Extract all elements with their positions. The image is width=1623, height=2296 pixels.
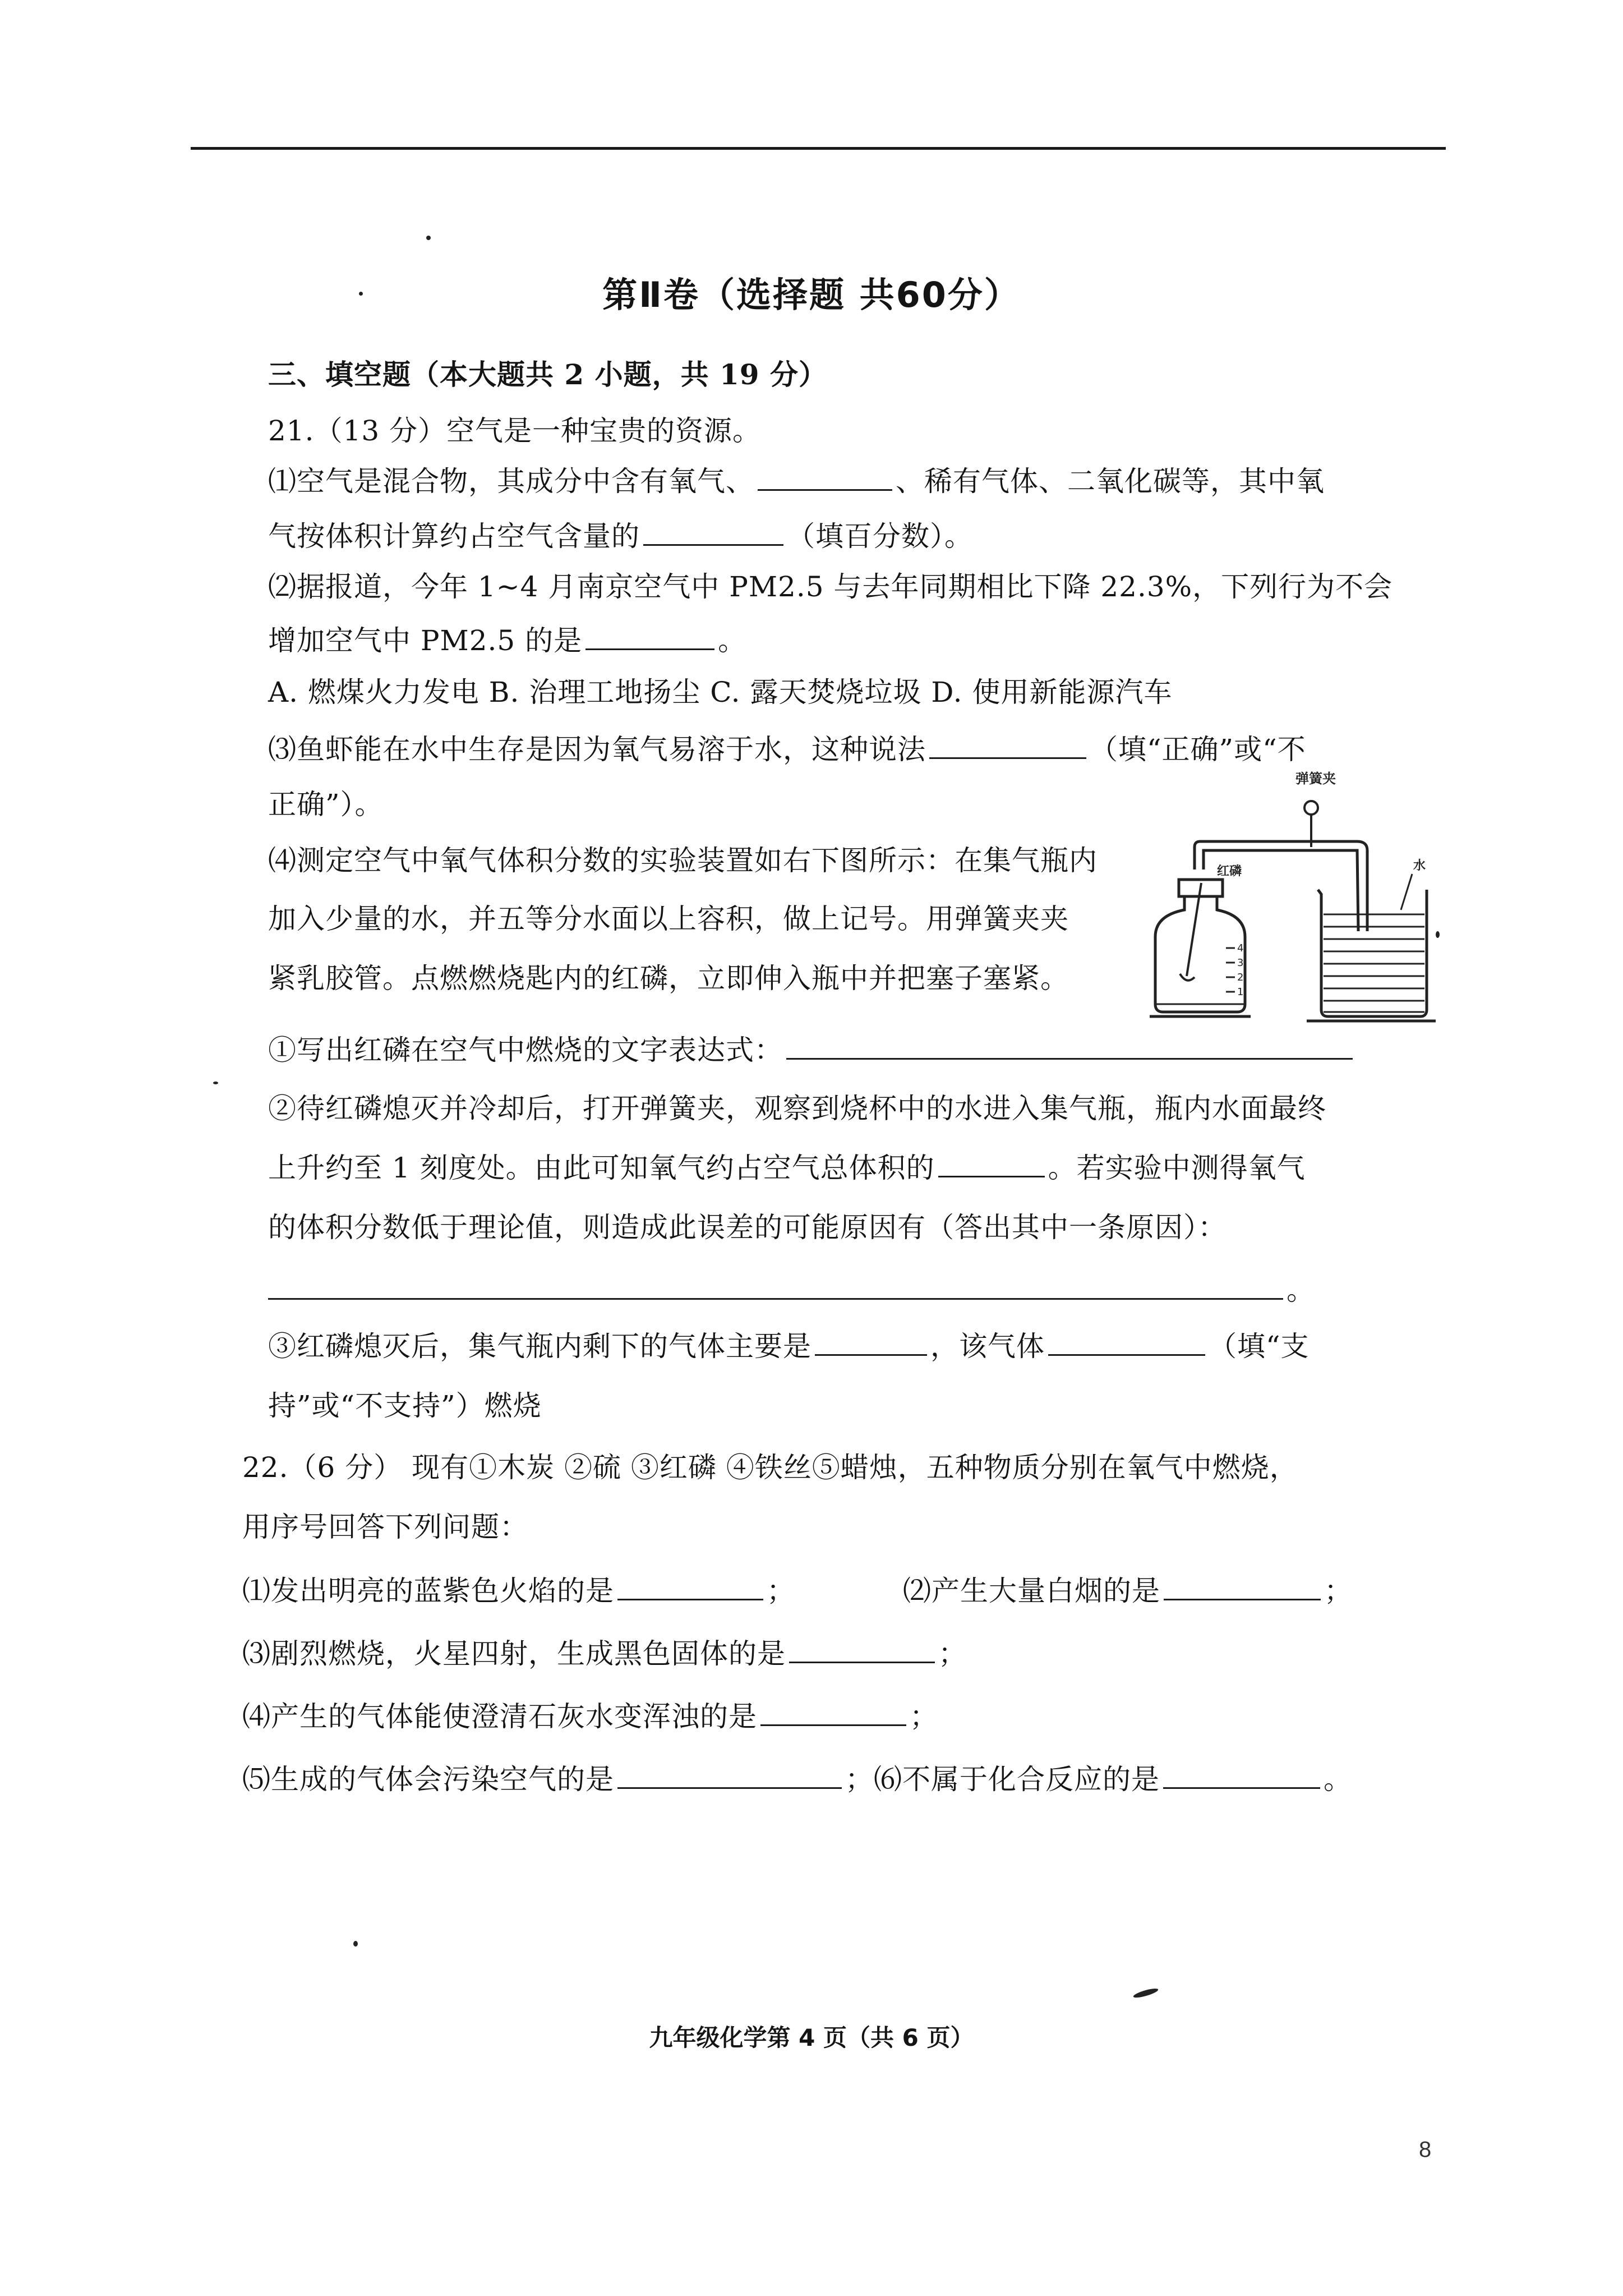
- q21-sub2-line2: [268, 1148, 1306, 1188]
- q21-part1-line1: [268, 461, 1325, 501]
- q21-part1-text-c: 气按体积计算约占空气含量的: [268, 520, 640, 553]
- section-heading: 三、填空题（本大题共 2 小题，共 19 分）: [268, 358, 827, 391]
- scan-speck: [1133, 1987, 1159, 1999]
- q21-part1-blank-2[interactable]: [643, 517, 783, 546]
- scan-speck: [353, 1941, 358, 1947]
- q21-sub1-text: ①写出红磷在空气中燃烧的文字表达式：: [268, 1034, 783, 1066]
- q21-part2-blank[interactable]: [585, 622, 714, 650]
- q21-part4-line3: 紧乳胶管。点燃燃烧匙内的红磷，立即伸入瓶中并把塞子塞紧。: [268, 962, 1069, 995]
- q21-sub2-blank-1[interactable]: [938, 1149, 1045, 1177]
- gas-collecting-bottle: [1150, 880, 1251, 1016]
- q22-intro-line1: 22.（6 分） 现有①木炭 ②硫 ③红磷 ④铁丝⑤蜡烛，五种物质分别在氧气中燃烧，: [242, 1451, 1298, 1484]
- q21-part4-line1: ⑷测定空气中氧气体积分数的实验装置如右下图所示：在集气瓶内: [268, 844, 1098, 877]
- q21-part1-text-d: （填百分数）。: [787, 520, 973, 553]
- beaker-water: [1324, 914, 1424, 1012]
- top-rule: [191, 147, 1446, 150]
- q22-item6-text: ⑹不属于化合反应的是: [874, 1763, 1160, 1796]
- q21-part2-options: A. 燃煤火力发电 B. 治理工地扬尘 C. 露天焚烧垃圾 D. 使用新能源汽车: [268, 676, 1173, 708]
- q22-item2-text: ⑵产生大量白烟的是: [903, 1575, 1160, 1607]
- scan-speck: [426, 236, 431, 240]
- q21-part3-text-a: ⑶鱼虾能在水中生存是因为氧气易溶于水，这种说法: [268, 733, 926, 766]
- q22-item2-blank[interactable]: [1164, 1572, 1321, 1600]
- scan-speck: [213, 1082, 218, 1084]
- q21-part1-line2: [268, 516, 973, 556]
- q21-sub2-line1: ②待红磷熄灭并冷却后，打开弹簧夹，观察到烧杯中的水进入集气瓶，瓶内水面最终: [268, 1092, 1326, 1125]
- q21-sub1-line: [268, 1030, 1356, 1070]
- q22-item6-end: 。: [1324, 1763, 1352, 1796]
- q22-item1-blank[interactable]: [617, 1572, 763, 1600]
- svg-text:2: 2: [1237, 972, 1244, 983]
- q22-item1: [242, 1571, 795, 1611]
- q22-item3-text: ⑶剧烈燃烧，火星四射，生成黑色固体的是: [242, 1637, 786, 1670]
- q21-part1-blank-1[interactable]: [758, 462, 892, 491]
- q22-item5-text: ⑸生成的气体会污染空气的是: [242, 1763, 614, 1796]
- page-footer: 九年级化学第 4 页（共 6 页）: [649, 2024, 974, 2051]
- q21-sub3-line2: 持”或“不支持”）燃烧: [268, 1389, 542, 1422]
- q21-sub2-text-b: 上升约至 1 刻度处。由此可知氧气约占空气总体积的: [268, 1152, 935, 1184]
- q21-sub3-text-a: ③红磷熄灭后，集气瓶内剩下的气体主要是: [268, 1330, 811, 1363]
- q21-part3-text-b: （填“正确”或“不: [1090, 733, 1306, 766]
- scan-speck: [1436, 931, 1440, 938]
- bottle-scale-marks: [1226, 942, 1243, 998]
- figure-label-phosphorus: 红磷: [1217, 864, 1242, 878]
- q22-item1-text: ⑴发出明亮的蓝紫色火焰的是: [242, 1575, 614, 1607]
- q21-part2-line1: ⑵据报道，今年 1~4 月南京空气中 PM2.5 与去年同期相比下降 22.3%，下列行为不会: [268, 570, 1393, 603]
- q21-intro: 21.（13 分）空气是一种宝贵的资源。: [268, 415, 762, 447]
- q21-part1-text-b: 、稀有气体、二氧化碳等，其中氧: [896, 465, 1325, 498]
- q21-sub2-blank-2[interactable]: [268, 1271, 1283, 1300]
- q22-item4: [242, 1696, 938, 1737]
- q21-part3-blank[interactable]: [929, 730, 1086, 759]
- q22-item6-blank[interactable]: [1163, 1760, 1320, 1789]
- svg-text:4: 4: [1237, 942, 1244, 954]
- q22-item3-blank[interactable]: [789, 1635, 935, 1663]
- q21-sub3-line1: [268, 1326, 1310, 1366]
- q22-item4-end: ；: [910, 1700, 938, 1733]
- q21-sub2-end: 。: [1287, 1274, 1315, 1306]
- q22-item3-end: ；: [938, 1637, 967, 1670]
- q22-item5-6: [242, 1759, 1352, 1800]
- q21-sub2-text-c: 。若实验中测得氧气: [1048, 1152, 1306, 1184]
- scan-speck: [359, 292, 363, 296]
- q21-part2-end: 。: [718, 624, 747, 657]
- q22-item2: [903, 1571, 1353, 1611]
- q22-item5-blank[interactable]: [617, 1760, 842, 1789]
- q22-item5-end: ；: [845, 1763, 874, 1796]
- q22-item1-end: ；: [767, 1575, 795, 1607]
- q22-intro-line2: 用序号回答下列问题：: [242, 1511, 528, 1543]
- oxygen-measurement-apparatus-figure: [1133, 763, 1447, 1027]
- q21-sub2-line3: 的体积分数低于理论值，则造成此误差的可能原因有（答出其中一条原因）：: [268, 1211, 1227, 1244]
- q22-item2-end: ；: [1324, 1575, 1353, 1607]
- figure-label-water: 水: [1413, 859, 1426, 873]
- q22-item4-blank[interactable]: [760, 1697, 906, 1726]
- q21-sub3-blank-2[interactable]: [1048, 1327, 1205, 1356]
- q21-part4-line2: 加入少量的水，并五等分水面以上容积，做上记号。用弹簧夹夹: [268, 903, 1069, 935]
- figure-label-clamp: 弹簧夹: [1295, 771, 1336, 786]
- q21-sub3-text-b: ，该气体: [930, 1330, 1045, 1363]
- svg-text:3: 3: [1237, 957, 1244, 969]
- q22-item4-text: ⑷产生的气体能使澄清石灰水变浑浊的是: [242, 1700, 757, 1733]
- svg-text:1: 1: [1237, 986, 1244, 998]
- q21-part1-text-a: ⑴空气是混合物，其成分中含有氧气、: [268, 465, 754, 498]
- q21-sub3-blank-1[interactable]: [815, 1327, 927, 1356]
- page-title: 第Ⅱ卷（选择题 共60分）: [602, 274, 1021, 315]
- q22-item3: [242, 1634, 967, 1674]
- page-number: 8: [1419, 2137, 1432, 2162]
- q21-sub2-line4: [268, 1270, 1315, 1310]
- q21-part2-line2: [268, 620, 746, 661]
- q21-sub3-text-c: （填“支: [1209, 1330, 1310, 1363]
- q21-part3-line2: 正确”）。: [268, 788, 384, 821]
- q21-part2-text: 增加空气中 PM2.5 的是: [268, 624, 583, 657]
- q21-sub1-blank[interactable]: [786, 1031, 1353, 1060]
